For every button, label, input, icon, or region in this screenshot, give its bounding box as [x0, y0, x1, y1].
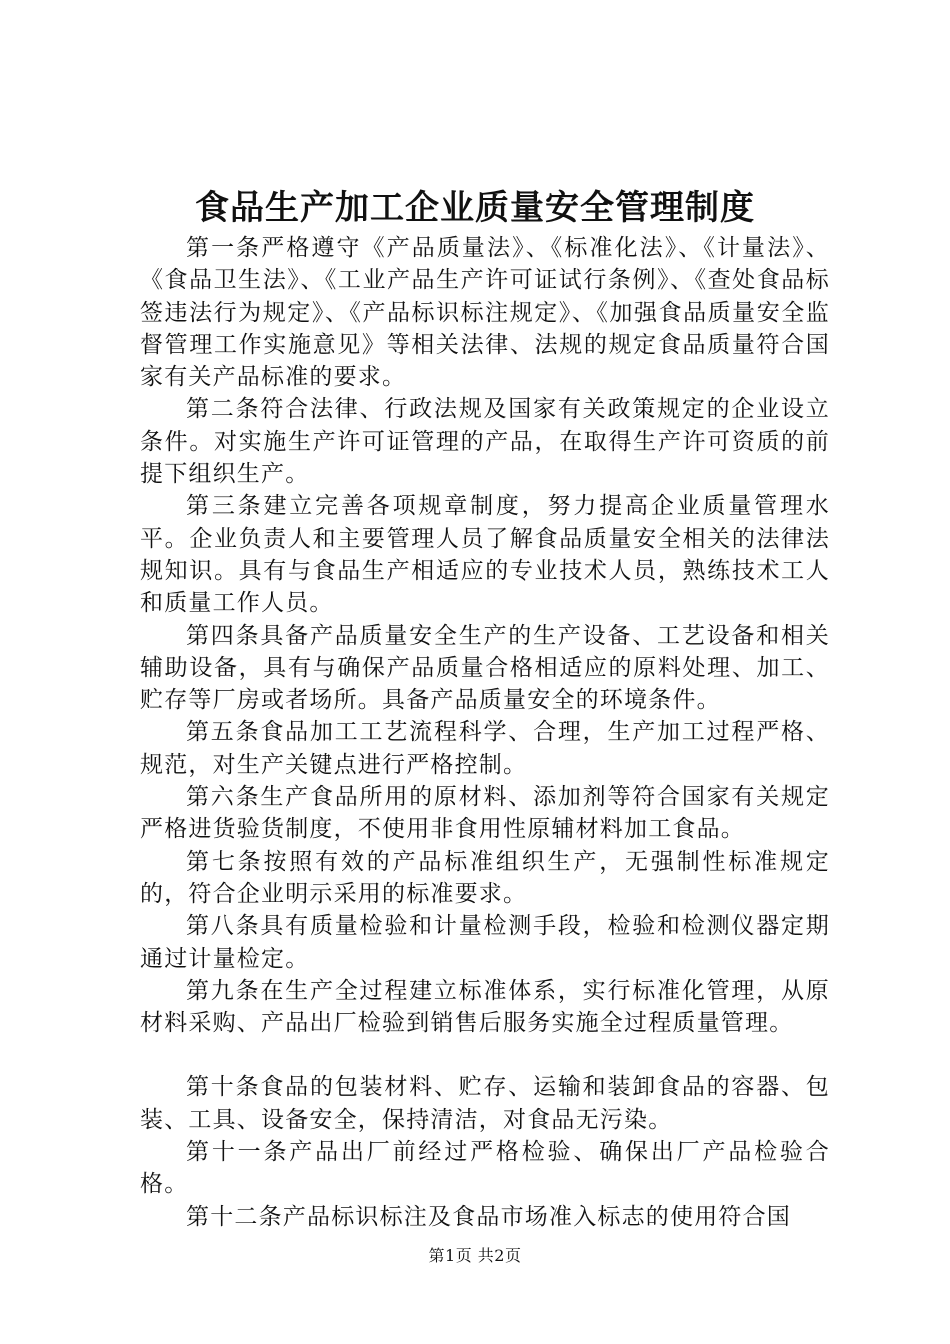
article-6: 第六条生产食品所用的原材料、添加剂等符合国家有关规定严格进货验货制度，不使用非食用性原辅材料加工食品。 [140, 784, 830, 843]
article-2: 第二条符合法律、行政法规及国家有关政策规定的企业设立条件。对实施生产许可证管理的产品，在取得生产许可资质的前提下组织生产。 [140, 396, 830, 488]
article-4: 第四条具备产品质量安全生产的生产设备、工艺设备和相关辅助设备，具有与确保产品质量合格相适应的原料处理、加工、贮存等厂房或者场所。具备产品质量安全的环境条件。 [140, 622, 830, 714]
article-10: 第十条食品的包装材料、贮存、运输和装卸食品的容器、包装、工具、设备安全，保持清洁，对食品无污染。 [140, 1074, 830, 1133]
article-7: 第七条按照有效的产品标准组织生产，无强制性标准规定的，符合企业明示采用的标准要求。 [140, 848, 830, 907]
article-12: 第十二条产品标识标注及食品市场准入标志的使用符合国 [186, 1203, 791, 1230]
article-11: 第十一条产品出厂前经过严格检验、确保出厂产品检验合格。 [140, 1139, 830, 1198]
page-footer [0, 1244, 950, 1268]
document-body [140, 232, 830, 1233]
article-5: 第五条食品加工工艺流程科学、合理，生产加工过程严格、规范，对生产关键点进行严格控制。 [140, 719, 830, 778]
article-9: 第九条在生产全过程建立标准体系，实行标准化管理，从原材料采购、产品出厂检验到销售后服务实施全过程质量管理。 [140, 977, 830, 1037]
document-title: 食品生产加工企业质量安全管理制度 [195, 188, 755, 228]
article-1: 第一条严格遵守《产品质量法》、《标准化法》、《计量法》、《食品卫生法》、《工业产品生产许可证试行条例》、《查处食品标签违法行为规定》、《产品标识标注规定》、《加强食品质量安全监督管理工作实施意见》等相关法律、法规的规定食品质量符合国家有关产品标准的要求。 [140, 235, 830, 391]
page-indicator: 第1页 共2页 [428, 1246, 522, 1265]
article-8: 第八条具有质量检验和计量检测手段，检验和检测仪器定期通过计量检定。 [140, 913, 830, 972]
article-3: 第三条建立完善各项规章制度，努力提高企业质量管理水平。企业负责人和主要管理人员了解食品质量安全相关的法律法规知识。具有与食品生产相适应的专业技术人员，熟练技术工人和质量工作人员。 [140, 493, 830, 617]
